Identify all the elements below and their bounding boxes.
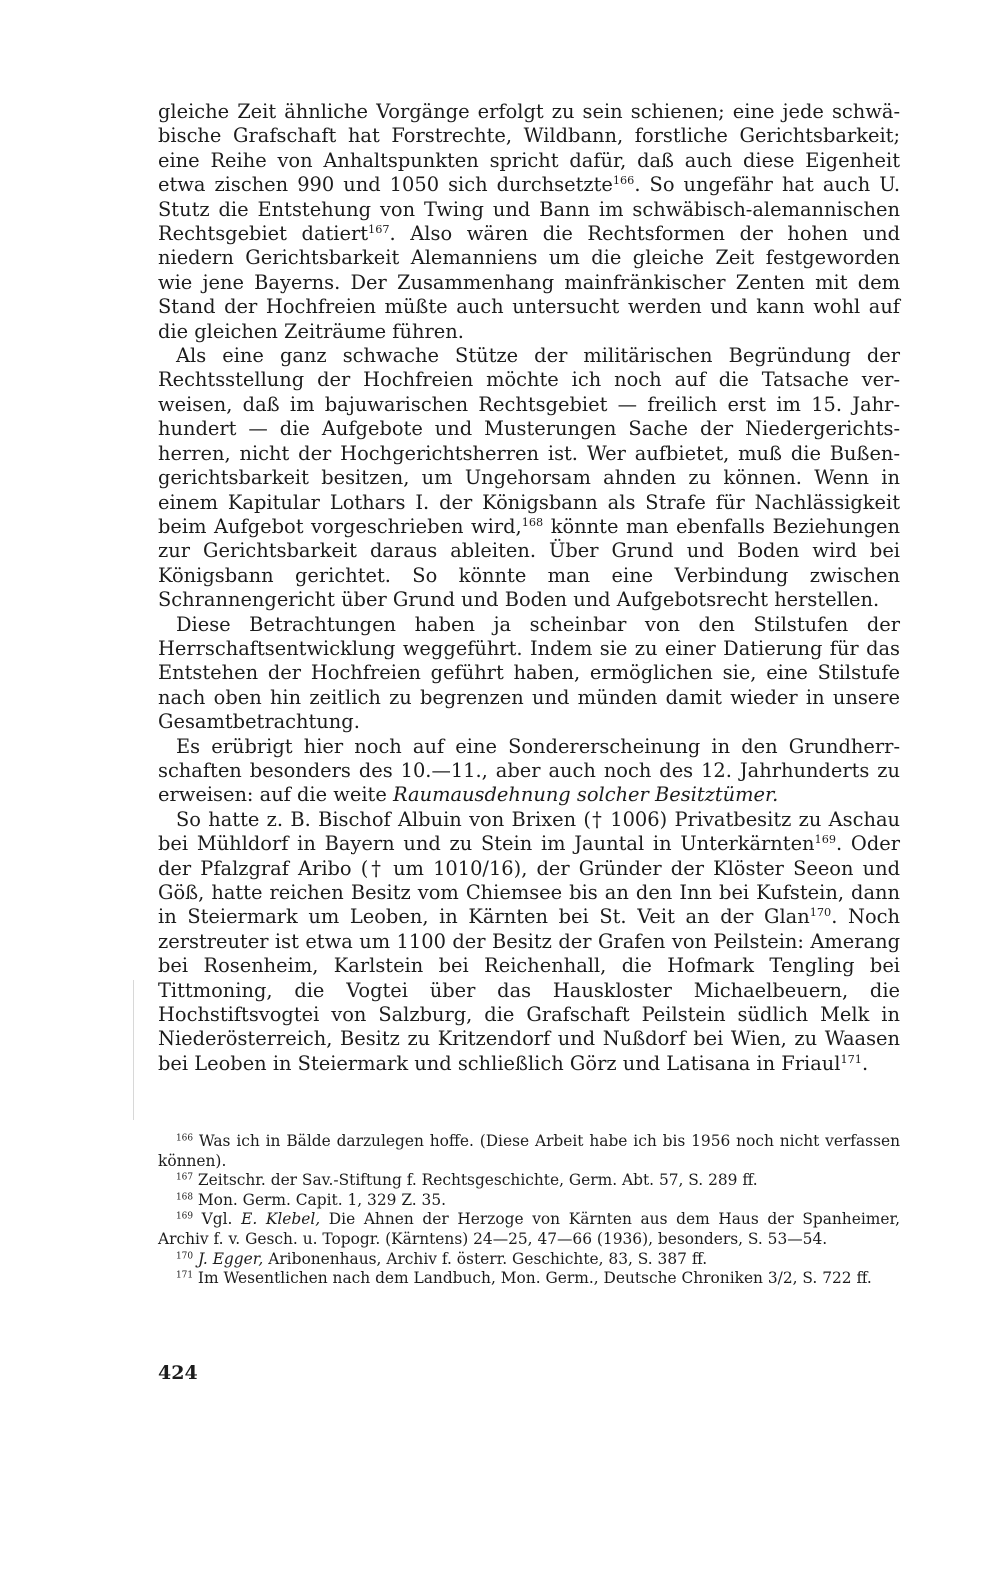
footnote-ref-171: 171 (840, 1052, 862, 1066)
paragraph-5: So hatte z. B. Bischof Albuin von Brixen († 1006) Privatbesitz zu Aschau bei Mühldorf in Bayern und zu Stein im Jauntal in Unterkärnten$^{169}$. Oder der Pfalzgraf Aribo († um 1010/16), der Gründer der Klöster Seeon und Göß, hatte reichen Besitz vom Chiemsee bis an den Inn bei Kufstein, dann in Steiermark um Leoben, in Kärnten bei St. Veit an der Glan$^{170}$. Noch zerstreuter ist etwa um 1100 der Besitz der Grafen von Peilstein: Amerang bei Rosenheim, Karlstein bei Reichenhall, die Hofmark Tengling bei Tittmoning, die Vogtei über das Hauskloster Michaelbeuern, die Hochstiftsvogtei von Salzburg, die Grafschaft Peilstein südlich Melk in Niederösterreich, Besitz zu Kritzendorf und Nußdorf bei Wien, zu Waasen bei Leoben in Steiermark und schließlich Görz und Latisana in Friaul$^{171}$. (158, 807, 900, 1075)
paragraph-3: Diese Betrachtungen haben ja scheinbar von den Stilstufen der Herrschaftsentwicklung weggeführt. Indem sie zu einer Datierung für das Entstehen der Hochfreien geführt haben, ermöglichen sie, eine Stilstufe nach oben hin zeitlich zu begrenzen und münden damit wieder in unsere Gesamtbetrachtung. (158, 612, 900, 734)
footnote-167: $^{167}$ Zeitschr. der Sav.-Stiftung f. Rechtsgeschichte, Germ. Abt. 57, S. 289 ff. (176, 1171, 758, 1190)
footnote-ref-166: 166 (612, 174, 635, 188)
page (158, 100, 901, 1384)
footnotes (158, 1132, 900, 1289)
margin-mark (133, 980, 134, 1120)
paragraph-1: gleiche Zeit ähnliche Vorgänge erfolgt zu sein schienen; eine jede schwäbische Grafschaft hat Forstrechte, Wildbann, forstliche Gerichtsbarkeit; eine Reihe von Anhaltspunkten spricht dafür, daß auch diese Eigenheit etwa zischen 990 und 1050 sich durchsetzte$^{166}$. So ungefähr hat auch U. Stutz die Entstehung von Twing und Bann im schwäbisch-alemannischen Rechtsgebiet datiert$^{167}$. Also wären die Rechtsformen der hohen und niedern Gerichtsbarkeit Alemanniens um die gleiche Zeit festgeworden wie jene Bayerns. Der Zusammenhang mainfränkischer Zenten mit dem Stand der Hochfreien müßte auch untersucht werden und kann wohl auf die gleichen Zeiträume führen. (158, 100, 900, 343)
main-text (158, 100, 900, 1076)
page-number: 424 (158, 1362, 198, 1384)
paragraph-4: Es erübrigt hier noch auf eine Sondererscheinung in den Grundherrschaften besonders des 10.—11., aber auch noch des 12. Jahrhunderts zu erweisen: auf die weite Raumausdehnung solcher Besitztümer. (158, 734, 900, 807)
footnote-ref-168: 168 (521, 515, 544, 529)
footnote-166: $^{166}$ Was ich in Bälde darzulegen hoffe. (Diese Arbeit habe ich bis 1956 noch nicht verfassen können). (158, 1132, 900, 1170)
paragraph-2: Als eine ganz schwache Stütze der militärischen Begründung der Rechtsstellung der Hochfreien möchte ich noch auf die Tatsache verweisen, daß im bajuwarischen Rechtsgebiet — freilich erst im 15. Jahrhundert — die Aufgebote und Musterungen Sache der Niedergerichtsherren, nicht der Hochgerichtsherren ist. Wer aufbietet, muß die Bußengerichtsbarkeit besitzen, um Ungehorsam ahnden zu können. Wenn in einem Kapitular Lothars I. der Königsbann als Strafe für Nachlässigkeit beim Aufgebot vorgeschrieben wird,$^{168}$ könnte man ebenfalls Beziehungen zur Gerichtsbarkeit daraus ableiten. Über Grund und Boden wird bei Königsbann gerichtet. So könnte man eine Verbindung zwischen Schrannengericht über Grund und Boden und Aufgebotsrecht herstellen. (158, 344, 900, 612)
footnote-169: $^{169}$ Vgl. E. Klebel, Die Ahnen der Herzoge von Kärnten aus dem Haus der Spanheimer, Archiv f. v. Gesch. u. Topogr. (Kärntens) 24—25, 47—66 (1936), besonders, S. 53—54. (158, 1210, 901, 1248)
footnote-168: $^{168}$ Mon. Germ. Capit. 1, 329 Z. 35. (176, 1190, 447, 1209)
footnote-ref-170: 170 (809, 906, 832, 920)
footnote-170: $^{170}$ J. Egger, Aribonenhaus, Archiv f. österr. Geschichte, 83, S. 387 ff. (176, 1249, 708, 1268)
footnote-171: $^{171}$ Im Wesentlichen nach dem Landbuch, Mon. Germ., Deutsche Chroniken 3/2, S. 722 ff. (176, 1269, 872, 1288)
footnote-ref-167: 167 (368, 223, 390, 237)
footnote-ref-169: 169 (814, 833, 837, 847)
emphasis: Raumausdehnung solcher Besitztümer. (392, 783, 779, 807)
